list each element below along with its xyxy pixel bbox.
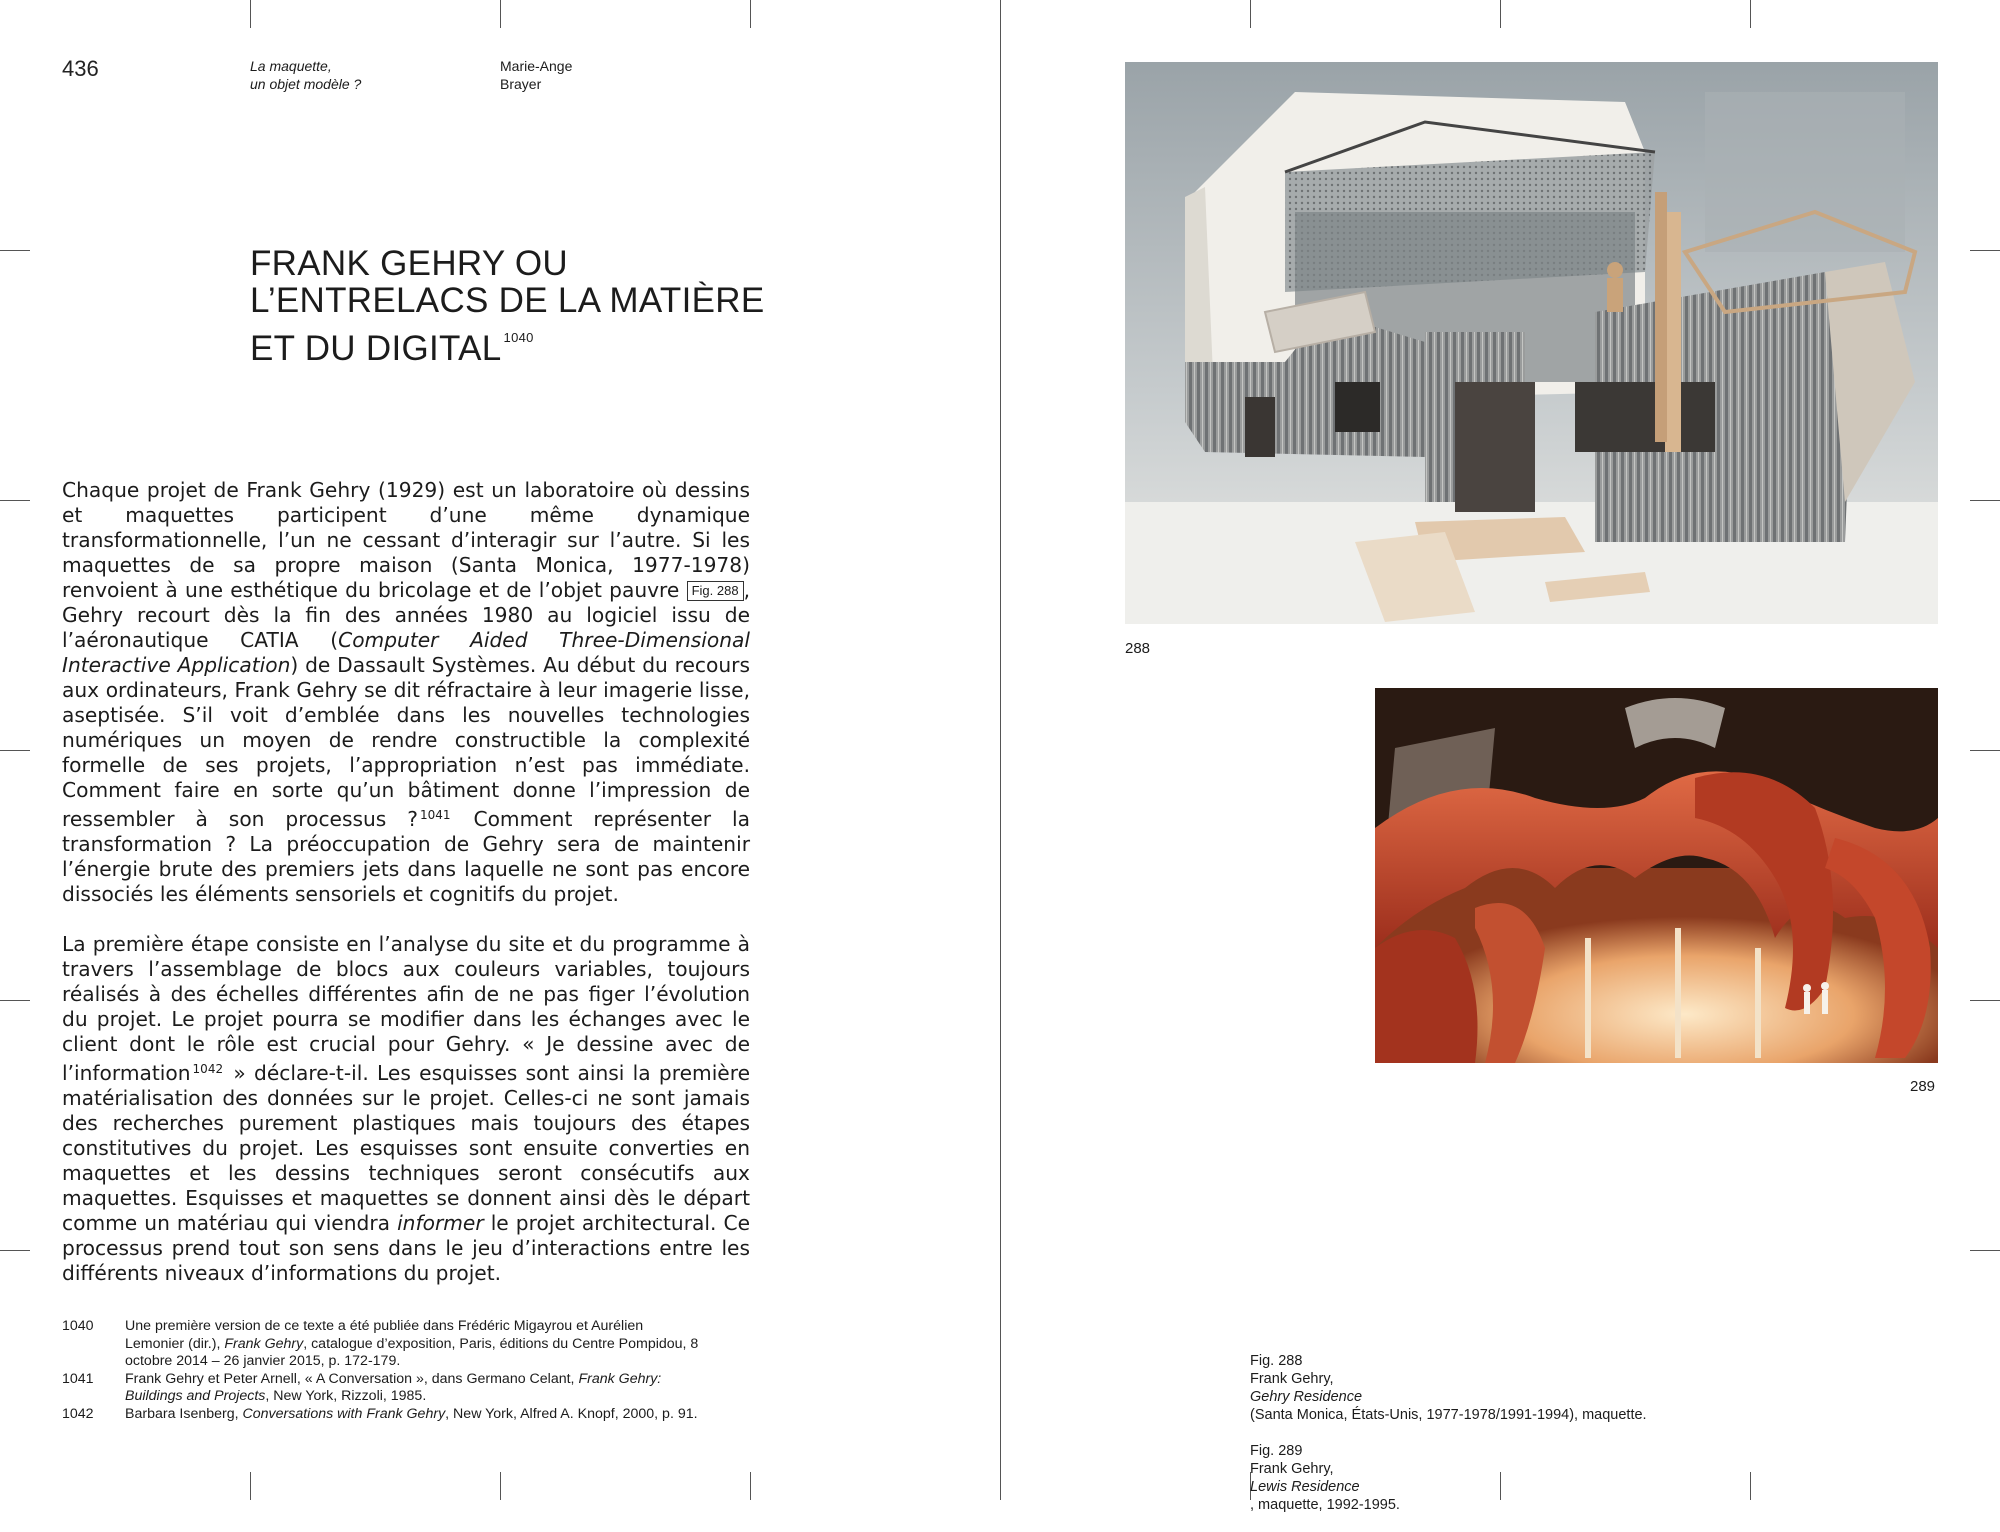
figure-caption <box>1250 1442 1950 1514</box>
gutter-line <box>1000 0 1001 1500</box>
crop-mark <box>0 500 30 501</box>
footnote-ref[interactable]: 1040 <box>503 330 534 345</box>
figure-289-photo <box>1375 688 1938 1063</box>
running-title-line: un objet modèle ? <box>250 76 362 92</box>
fabric-model-illustration <box>1375 688 1938 1063</box>
italic-text: informer <box>397 1211 484 1235</box>
footnote-text: Frank Gehry et Peter Arnell, « A Conversation », dans Germano Celant, Frank Gehry: Buildings and Projects, New York, Rizzoli, 1985. <box>125 1370 662 1404</box>
page-number: 436 <box>62 56 99 81</box>
caption-text: Frank Gehry, Gehry Residence (Santa Monica, États-Unis, 1977-1978/1991-1994), maquette. <box>1250 1371 1647 1423</box>
crop-mark <box>500 0 501 28</box>
chapter-title-line: FRANK GEHRY OU <box>250 244 568 283</box>
running-title <box>250 57 361 93</box>
crop-mark <box>1970 500 2000 501</box>
footnote <box>62 1406 702 1424</box>
house-model-illustration <box>1125 62 1938 624</box>
text-run: Chaque projet de Frank Gehry (1929) est un laboratoire où dessins et maquettes participent d’une même dynamique transformationnelle, l’un ne cessant d’interagir sur l’autre. Si les maquettes de sa propre maison (Santa Monica, 1977-1978) renvoient à une esthétique du bricolage et de l’objet pauvre <box>62 478 750 602</box>
crop-mark <box>1500 0 1501 28</box>
paragraph <box>62 932 750 1286</box>
chapter-title-line <box>250 319 770 367</box>
crop-mark <box>250 1472 251 1500</box>
crop-mark <box>1970 750 2000 751</box>
crop-mark <box>1970 250 2000 251</box>
text-run: ) de Dassault Systèmes. Au début du recours aux ordinateurs, Frank Gehry se dit réfractaire à leur imagerie lisse, aseptisée. S’il voit d’emblée dans les nouvelles technologies numériques un moyen de rendre constructible la complexité formelle de ses projets, l’appropriation n’est pas immédiate. Comment faire en sorte qu’un bâtiment donne l’impression de ressembler à son processus ? <box>62 653 750 831</box>
footnote <box>62 1318 702 1371</box>
running-author-line: Marie-Ange <box>500 58 573 74</box>
crop-mark <box>1970 1250 2000 1251</box>
chapter-title-text: ET DU DIGITAL <box>250 329 502 368</box>
crop-mark <box>0 250 30 251</box>
text-run: le projet architectural. Ce processus prend tout son sens dans le jeu d’interactions entre les différents niveaux d’informations du projet. <box>62 1211 750 1285</box>
text-run: Comment représenter la transformation ? La préoccupation de Gehry sera de maintenir l’énergie brute des premiers jets dans laquelle ne sont pas encore dissociés les éléments sensoriels et cognitifs du projet. <box>62 807 750 906</box>
footnotes <box>62 1318 702 1423</box>
crop-mark <box>750 1472 751 1500</box>
crop-mark <box>0 1250 30 1251</box>
figure-number: 288 <box>1125 640 1151 657</box>
chapter-title-line: L’ENTRELACS DE LA MATIÈRE <box>250 281 765 320</box>
figure-288-photo <box>1125 62 1938 624</box>
footnote-ref[interactable]: 1041 <box>419 808 451 822</box>
text-run: , Gehry recourt dès la fin des années 1980 au logiciel issu de l’aéronautique CATIA ( <box>62 578 750 652</box>
running-title-line: La maquette, <box>250 58 332 74</box>
crop-mark <box>0 1000 30 1001</box>
text-run: » déclare-t-il. Les esquisses sont ainsi la première matérialisation des données sur le projet. Celles-ci ne sont jamais des recherches purement plastiques mais toujours des étapes constitutives du projet. Les esquisses sont ensuite converties en maquettes et les dessins techniques seront consécutifs aux maquettes. Esquisses et maquettes se donnent ainsi dès le départ comme un matériau qui viendra <box>62 1061 750 1235</box>
footnote-ref[interactable]: 1042 <box>192 1062 224 1076</box>
italic-text: Computer Aided Three-Dimensional Interactive Application <box>62 628 750 677</box>
footnote-text: Une première version de ce texte a été publiée dans Frédéric Migayrou et Aurélien Lemonier (dir.), Frank Gehry, catalogue d’exposition, Paris, éditions du Centre Pompidou, 8 octobre 2014 – 26 janvier 2015, p. 172-179. <box>125 1318 699 1369</box>
caption-label: Fig. 289 <box>1250 1443 1303 1459</box>
figure-reference[interactable]: Fig. 288 <box>687 581 744 601</box>
chapter-title <box>250 245 770 367</box>
paragraph <box>62 478 750 907</box>
footnote-number: 1040 <box>62 1318 94 1334</box>
crop-mark <box>1970 1000 2000 1001</box>
footnote-number: 1042 <box>62 1405 94 1422</box>
crop-mark <box>0 750 30 751</box>
footnote-text: Barbara Isenberg, Conversations with Frank Gehry, New York, Alfred A. Knopf, 2000, p. 91. <box>125 1405 698 1422</box>
crop-mark <box>500 1472 501 1500</box>
caption-text: Frank Gehry, Lewis Residence , maquette, 1992-1995. <box>1250 1461 1400 1513</box>
crop-mark <box>1750 0 1751 28</box>
footnote <box>62 1371 702 1406</box>
caption-label: Fig. 288 <box>1250 1353 1303 1369</box>
running-author <box>500 57 572 93</box>
text-run: La première étape consiste en l’analyse du site et du programme à travers l’assemblage de blocs aux couleurs variables, toujours réalisés à des échelles différentes afin de ne pas figer l’évolution du projet. Le projet pourra se modifier dans les échanges avec le client dont le rôle est crucial pour Gehry. « Je dessine avec de l’information <box>62 932 750 1085</box>
figure-captions <box>1250 1352 1950 1532</box>
crop-mark <box>250 0 251 28</box>
footnote-number: 1041 <box>62 1370 94 1387</box>
body-text <box>62 478 750 1311</box>
running-author-line: Brayer <box>500 76 542 92</box>
crop-mark <box>750 0 751 28</box>
figure-number: 289 <box>1910 1078 1936 1095</box>
figure-caption <box>1250 1352 1950 1424</box>
crop-mark <box>1250 0 1251 28</box>
